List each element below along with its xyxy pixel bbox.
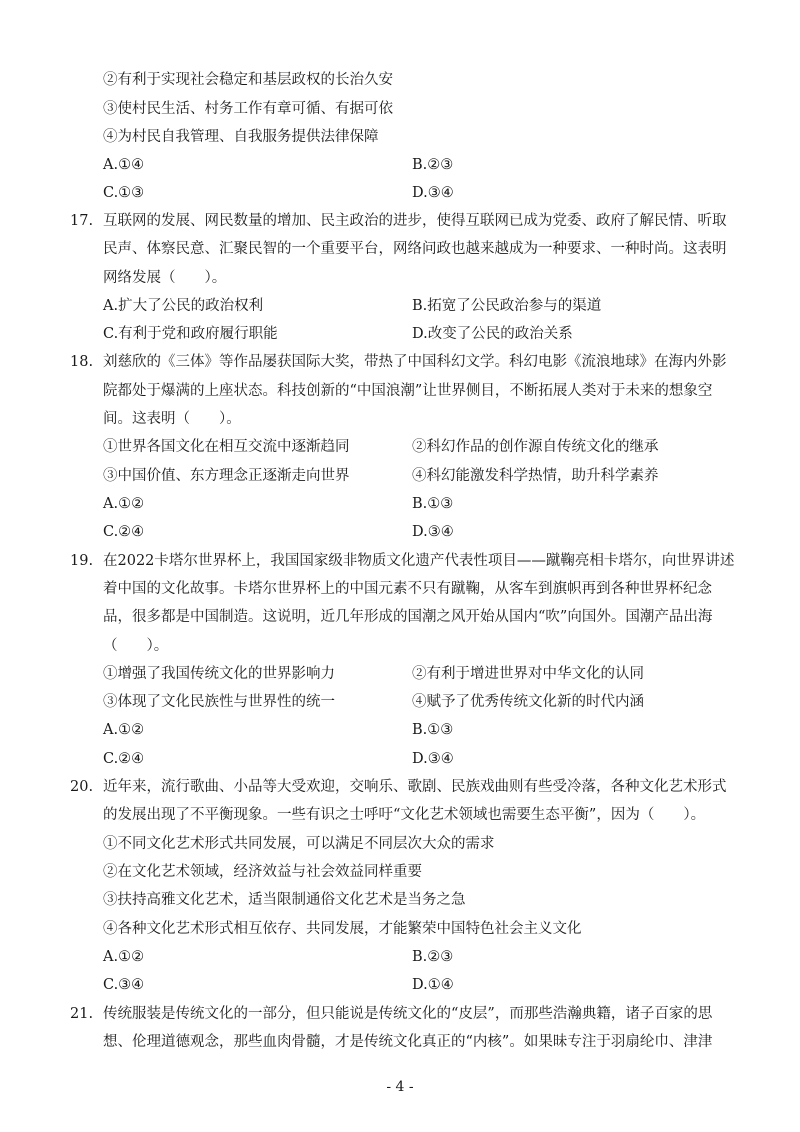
q21-number: 21.	[70, 1006, 94, 1022]
q18-item-3: ③中国价值、东方理念正逐渐走向世界	[103, 468, 350, 484]
q18-item-4: ④科幻能激发科学热情，助升科学素养	[412, 468, 659, 484]
q20-number: 20.	[70, 779, 94, 795]
q19-option-d[interactable]: D.③④	[412, 751, 454, 767]
q18-option-a[interactable]: A.①②	[103, 496, 145, 512]
q16-item-4: ④为村民自我管理、自我服务提供法律保障	[103, 129, 379, 145]
q18-number: 18.	[70, 354, 94, 370]
q20-stem-line-1: 近年来，流行歌曲、小品等大受欢迎，交响乐、歌剧、民族戏曲则有些受冷落，各种文化艺术形式	[103, 779, 727, 795]
q20-option-a[interactable]: A.①②	[103, 949, 145, 965]
q17-number: 17.	[70, 213, 94, 229]
q19-option-a[interactable]: A.①②	[103, 722, 145, 738]
q21-stem-line-2: 想、伦理道德观念，那些血肉骨髓，才是传统文化真正的“内核”。如果昧专注于羽扇纶巾、津津	[103, 1034, 713, 1050]
q16-option-d[interactable]: D.③④	[412, 185, 454, 201]
q19-item-3: ③体现了文化民族性与世界性的统一	[103, 694, 335, 710]
q20-option-d[interactable]: D.①④	[412, 977, 454, 993]
q16-option-a[interactable]: A.①④	[103, 157, 145, 173]
q20-item-2: ②在文化艺术领域，经济效益与社会效益同样重要	[103, 864, 422, 880]
q18-option-c[interactable]: C.②④	[103, 524, 145, 540]
q17-option-d[interactable]: D.改变了公民的政治关系	[412, 326, 573, 342]
q19-option-b[interactable]: B.①③	[412, 722, 454, 738]
q19-number: 19.	[70, 553, 94, 569]
q19-item-1: ①增强了我国传统文化的世界影响力	[103, 666, 335, 682]
q17-option-a[interactable]: A.扩大了公民的政治权利	[103, 298, 264, 314]
q18-stem-line-2: 院都处于爆满的上座状态。科技创新的“中国浪潮”让世界侧目，不断拓展人类对于未来的想象空	[103, 383, 713, 399]
q20-item-4: ④各种文化艺术形式相互依存、共同发展，才能繁荣中国特色社会主义文化	[103, 921, 582, 937]
q20-stem-line-2: 的发展出现了不平衡现象。一些有识之士呼吁“文化艺术领域也需要生态平衡”，因为（ ）。	[103, 807, 706, 823]
q17-stem-line-3: 网络发展（ ）。	[103, 270, 227, 286]
q20-option-b[interactable]: B.②③	[412, 949, 454, 965]
q16-option-c[interactable]: C.①③	[103, 185, 145, 201]
q19-stem-line-4: （ ）。	[103, 638, 169, 654]
q19-item-2: ②有利于增进世界对中华文化的认同	[412, 666, 644, 682]
q16-item-3: ③使村民生活、村务工作有章可循、有据可依	[103, 101, 393, 117]
q17-option-c[interactable]: C.有利于党和政府履行职能	[103, 326, 278, 342]
q16-option-b[interactable]: B.②③	[412, 157, 454, 173]
q18-item-1: ①世界各国文化在相互交流中逐渐趋同	[103, 439, 350, 455]
q19-stem-line-2: 着中国的文化故事。卡塔尔世界杯上的中国元素不只有蹴鞠，从客车到旗帜再到各种世界杯纪念	[103, 581, 712, 597]
q18-option-d[interactable]: D.③④	[412, 524, 454, 540]
q20-item-3: ③扶持高雅文化艺术，适当限制通俗文化艺术是当务之急	[103, 892, 466, 908]
q17-option-b[interactable]: B.拓宽了公民政治参与的渠道	[412, 298, 602, 314]
q21-stem-line-1: 传统服装是传统文化的一部分，但只能说是传统文化的“皮层”，而那些浩瀚典籍，诸子百家的思	[103, 1006, 713, 1022]
q18-stem-line-1: 刘慈欣的《三体》等作品屡获国际大奖，带热了中国科幻文学。科幻电影《流浪地球》在海内外影	[103, 354, 727, 370]
q18-option-b[interactable]: B.①③	[412, 496, 454, 512]
q20-item-1: ①不同文化艺术形式共同发展，可以满足不同层次大众的需求	[103, 836, 495, 852]
page-number: - 4 -	[386, 1079, 414, 1095]
q17-stem-line-1: 互联网的发展、网民数量的增加、民主政治的进步，使得互联网已成为党委、政府了解民情、听取	[103, 213, 727, 229]
q20-option-c[interactable]: C.③④	[103, 977, 145, 993]
q18-stem-line-3: 间。这表明（ ）。	[103, 411, 241, 427]
q19-item-4: ④赋予了优秀传统文化新的时代内涵	[412, 694, 644, 710]
q17-stem-line-2: 民声、体察民意、汇聚民智的一个重要平台，网络问政也越来越成为一种要求、一种时尚。这表明	[103, 241, 727, 257]
q19-stem-line-3: 品，很多都是中国制造。这说明，近几年形成的国潮之风开始从国内“吹”向国外。国潮产品出海	[103, 609, 713, 625]
q19-option-c[interactable]: C.②④	[103, 751, 145, 767]
q18-item-2: ②科幻作品的创作源自传统文化的继承	[412, 439, 659, 455]
q19-stem-line-1: 在2022卡塔尔世界杯上，我国国家级非物质文化遗产代表性项目——蹴鞠亮相卡塔尔，向世界讲述	[103, 553, 735, 569]
q16-item-2: ②有利于实现社会稳定和基层政权的长治久安	[103, 72, 393, 88]
